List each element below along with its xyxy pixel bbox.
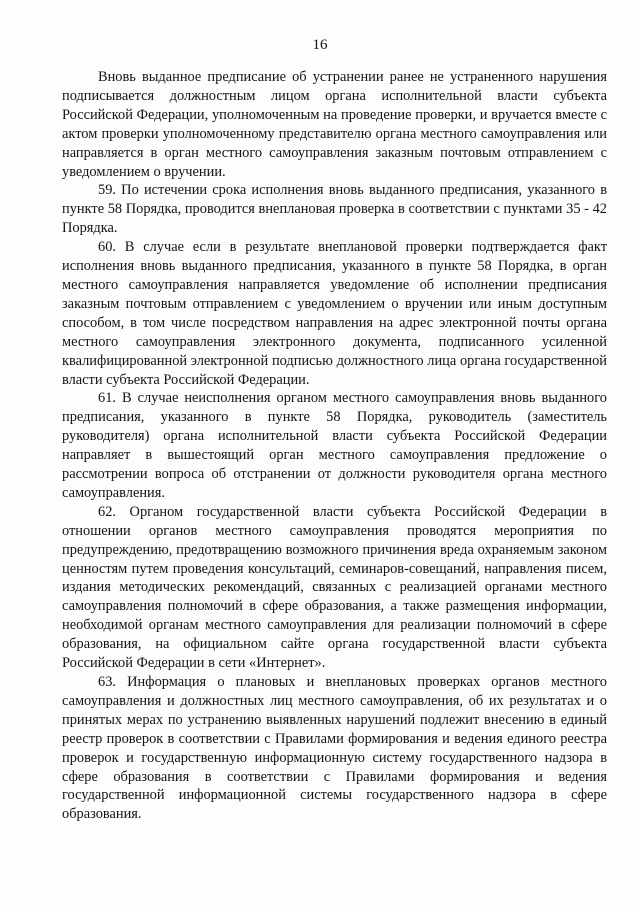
document-body <box>62 68 607 824</box>
paragraph-61: 61. В случае неисполнения органом местного самоуправления вновь выданного предписания, указанного в пункте 58 Порядка, руководитель (заместитель руководителя) органа исполнительной власти субъекта Российской Федерации направляет в вышестоящий орган местного самоуправления предложение о рассмотрении вопроса об отстранении от должности руководителя органа местного самоуправления. <box>62 390 607 501</box>
page-number: 16 <box>312 37 328 53</box>
paragraph-59: 59. По истечении срока исполнения вновь выданного предписания, указанного в пункте 58 Порядка, проводится внеплановая проверка в соответствии с пунктами 35 - 42 Порядка. <box>62 182 607 237</box>
paragraph-62: 62. Органом государственной власти субъекта Российской Федерации в отношении органов местного самоуправления проводятся мероприятия по предупреждению, предотвращению возможного причинения вреда охраняемым законом ценностям путем проведения консультаций, семинаров-совещаний, направления писем, издания методических рекомендаций, связанных с реализацией органами местного самоуправления полномочий в сфере образования, а также размещения информации, необходимой органам местного самоуправления для реализации полномочий в сфере образования, на официальном сайте органа государственной власти субъекта Российской Федерации в сети «Интернет». <box>62 503 607 672</box>
paragraph-63: 63. Информация о плановых и внеплановых проверках органов местного самоуправления и должностных лиц местного самоуправления, об их результатах и о принятых мерах по устранению выявленных нарушений подлежит внесению в единый реестр проверок в соответствии с Правилами формирования и ведения единого реестра проверок и государственную информационную систему государственного надзора в сфере образования в соответствии с Правилами формирования и ведения государственной информационной системы государственного надзора в сфере образования. <box>62 674 607 823</box>
paragraph-continuation: Вновь выданное предписание об устранении ранее не устраненного нарушения подписывается должностным лицом органа исполнительной власти субъекта Российской Федерации, уполномоченным на проведение проверки, и вручается вместе с актом проверки уполномоченному представителю органа местного самоуправления или направляется в орган местного самоуправления заказным почтовым отправлением с уведомлением о вручении. <box>62 69 607 180</box>
paragraph-60: 60. В случае если в результате внеплановой проверки подтверждается факт исполнения вновь выданного предписания, указанного в пункте 58 Порядка, в орган местного самоуправления направляется уведомление об исполнении предписания заказным почтовым отправлением с уведомлением о вручении или иным доступным способом, в том числе посредством направления на адрес электронной почты органа местного самоуправления электронного документа, подписанного усиленной квалифицированной электронной подписью должностного лица органа государственной власти субъекта Российской Федерации. <box>62 239 607 388</box>
